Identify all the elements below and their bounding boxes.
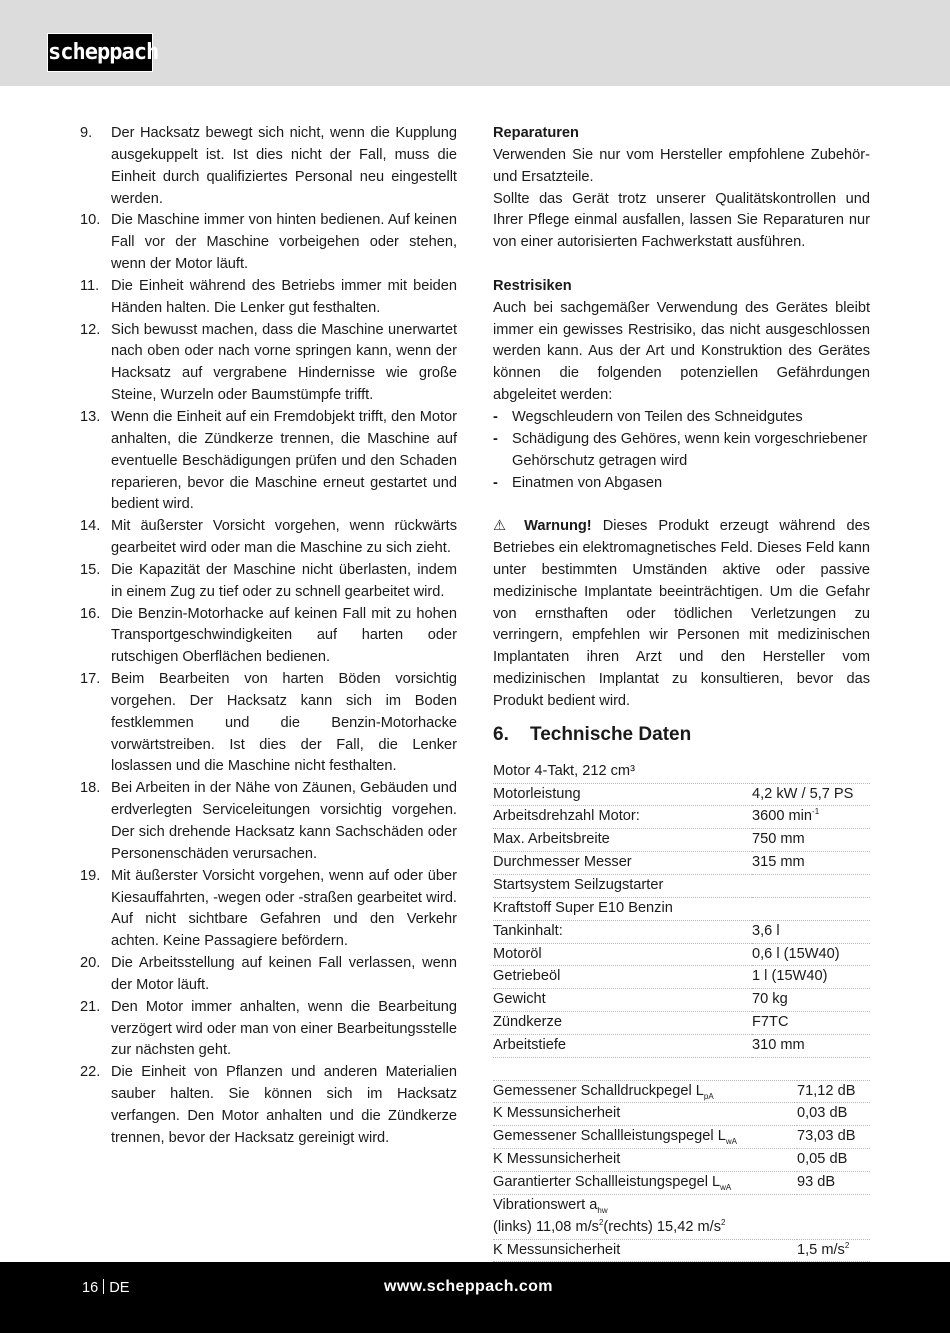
spec-value: 3600 $\min^{-1}$ [752,806,870,829]
list-item [80,320,457,407]
spec-value: 70 kg [752,989,870,1012]
list-item [80,953,457,997]
list-item [80,407,457,516]
spec-value: 315 mm [752,852,870,875]
spec-label: Motorleistung [493,783,752,806]
restrisiken-text: Auch bei sachgemäßer Verwendung des Gerätes bleibt immer ein gewisses Restrisiko, das nicht ausgeschlossen werden kann. Aus der Art und Konstruktion des Gerätes können die folgenden potenziellen Gefährdungen abgeleitet werden: [493,299,870,404]
item-number: 17. [80,671,101,688]
table-row [493,1034,870,1057]
table-row: K Messunsicherheit 0,05 dB [493,1149,870,1172]
spec-value [752,875,870,898]
list-item [80,1062,457,1149]
spec-value [752,761,870,783]
warning-text: Dieses Produkt erzeugt während des Betriebes ein elektromagnetisches Feld. Dieses Feld kann unter bestimmten Umständen aktive oder passive medizinische Implantate beeinträchtigen. Um die Gefahr von ernsthaften oder tödlichen Verletzungen zu verringern, empfehlen wir Personen mit medizinischen Implantaten ihren Arzt und den Hersteller vom medizinischen Implantat zu konsultieren, bevor das Produkt bedient wird. [493,518,870,709]
risk-list [493,407,870,494]
spec-value [752,897,870,920]
table-row [493,1012,870,1035]
table-row: Garantierter Schallleistungspegel $L_{wA}$ 93 dB [493,1171,870,1194]
tech-table [493,761,870,1058]
item-text: Mit äußerster Vorsicht vorgehen, wenn rückwärts gearbeitet wird oder man die Maschine zu sich zieht. [111,518,457,557]
spec-value: 3,6 l [752,920,870,943]
item-number: 14. [80,518,101,535]
list-item [80,516,457,560]
spec-value: 4,2 kW / 5,7 PS [752,783,870,806]
table-row [493,943,870,966]
risk-item: - Wegschleudern von Teilen des Schneidgutes [493,408,803,425]
item-number: 16. [80,605,101,622]
spec-label: Zündkerze [493,1012,752,1035]
reparaturen-text-1: Verwenden Sie nur vom Hersteller empfohlene Zubehör- und Ersatzteile. [493,146,870,185]
spec-value: 1 l (15W40) [752,966,870,989]
section-number: 6. [493,723,509,745]
item-text: Die Arbeitsstellung auf keinen Fall verlassen, wenn der Motor läuft. [111,955,457,993]
table-row: Gemessener Schalldruckpegel $L_{pA}$ 71,12 dB [493,1080,870,1103]
website-link[interactable]: www.scheppach.com [384,1278,553,1295]
page-footer [0,1262,950,1333]
item-text: Die Einheit von Pflanzen und anderen Materialien sauber halten. Sie können sich im Hacksatz verfangen. Den Motor anhalten und die Zündkerze trennen, bevor der Hacksatz gereinigt wird. [111,1064,457,1146]
spec-label: Durchmesser Messer [493,852,752,875]
spec-label: Motor 4-Takt, 212 cm³ [493,761,752,783]
item-text: Bei Arbeiten in der Nähe von Zäunen, Gebäuden und erdverlegten Serviceleitungen vorsichtig vorgehen. Der sich drehende Hacksatz kann Sachschäden oder Personenschäden verursachen. [111,780,457,862]
item-number: 15. [80,561,101,578]
risk-item: - Einatmen von Abgasen [493,474,663,491]
spec-label: Max. Arbeitsbreite [493,829,752,852]
table-row [493,875,870,898]
table-row [493,966,870,989]
noise-table [493,1080,870,1263]
item-number: 18. [80,780,101,797]
reparaturen-text-2: Sollte das Gerät trotz unserer Qualitätskontrollen und Ihrer Pflege einmal ausfallen, lassen Sie Reparaturen nur von einer autorisierten Fachwerkstatt ausführen. [493,190,870,251]
section-title: Technische Daten [530,723,692,745]
warning-icon: ⚠ [493,518,514,535]
spec-label: Startsystem Seilzugstarter [493,875,752,898]
item-number: 11. [80,277,100,294]
item-text: Wenn die Einheit auf ein Fremdobjekt trifft, den Motor anhalten, die Zündkerze trennen, die Maschine auf eventuelle Beschädigungen prüfen und den Schaden reparieren, bevor die Maschine erneut gestartet und bedient wird. [111,408,457,513]
table-row [493,806,870,829]
item-text: Der Hacksatz bewegt sich nicht, wenn die Kupplung ausgekuppelt ist. Ist dies nicht der Fall, muss die Einheit durch qualifiziertes Personal neu eingestellt werden. [111,125,457,207]
warning-label: Warnung! [524,518,592,535]
list-item [80,669,457,778]
spec-label: Kraftstoff Super E10 Benzin [493,897,752,920]
list-item [80,210,457,276]
item-number: 10. [80,212,101,229]
spec-value: 310 mm [752,1034,870,1057]
page-number: 16 DE [82,1280,130,1296]
item-text: Die Benzin-Motorhacke auf keinen Fall mit zu hohen Transportgeschwindigkeiten auf harten oder rutschigen Oberflächen bedienen. [111,605,457,666]
right-column [493,123,870,1262]
list-item [80,604,457,670]
spec-value: 0,6 l (15W40) [752,943,870,966]
item-number: 13. [80,408,101,425]
spec-value: F7TC [752,1012,870,1035]
table-row [493,920,870,943]
item-number: 22. [80,1064,101,1081]
list-item [80,560,457,604]
section-heading [493,723,870,747]
list-item [80,997,457,1063]
table-row [493,783,870,806]
table-row [493,829,870,852]
risk-item: - Schädigung des Gehöres, wenn kein vorgeschriebener Gehörschutz getragen wird [493,430,868,469]
table-row [493,897,870,920]
item-text: Die Kapazität der Maschine nicht überlasten, indem in einem Zug zu tief oder zu schnell gearbeitet wird. [111,561,457,600]
table-row: Vibrationswert $a_{hw}$ [493,1196,608,1215]
list-item [80,778,457,865]
item-number: 20. [80,955,101,972]
safety-list [80,123,457,1150]
restrisiken-heading: Restrisiken [493,277,572,294]
spec-label: Arbeitsdrehzahl Motor: [493,806,752,829]
spec-label: Motoröl [493,943,752,966]
warning-paragraph [493,516,870,713]
list-item [80,123,457,210]
item-number: 21. [80,998,101,1015]
item-text: Mit äußerster Vorsicht vorgehen, wenn auf oder über Kiesauffahrten, -wegen oder -straßen gearbeitet wird. Auf nicht sichtbare Gefahren und den Verkehr achten. Keine Passagiere befördern. [111,867,457,950]
spec-label: Arbeitstiefe [493,1034,752,1057]
item-text: Beim Bearbeiten von harten Böden vorsichtig vorgehen. Der Hacksatz kann sich im Boden festklemmen und die Benzin-Motorhacke vorwärtstreiben. Ist dies der Fall, die Lenker loslassen und die Maschine nicht festhalten. [111,671,457,775]
item-text: Sich bewusst machen, dass die Maschine unerwartet nach oben oder nach vorne springen kann, wenn der Hacksatz auf vergrabene Hindernisse wie große Steine, Wurzeln oder Baumstümpfe trifft. [111,321,457,404]
table-row: (links) 11,08 $m/s^2(rechts)$ 15,42 $m/s^2$ [493,1217,726,1235]
table-row [493,989,870,1012]
list-item [80,276,457,320]
item-number: 12. [80,321,101,338]
page-header [0,0,950,86]
scheppach-logo: scheppach [47,33,153,72]
spec-label: Gewicht [493,989,752,1012]
table-row: Gemessener Schallleistungspegel $L_{wA}$ 73,03 dB [493,1126,870,1149]
reparaturen-heading: Reparaturen [493,125,579,141]
item-text: Die Einheit während des Betriebs immer mit beiden Händen halten. Die Lenker gut festhalten. [111,277,457,316]
item-text: Den Motor immer anhalten, wenn die Bearbeitung verzögert wird oder man von einer Bearbeitungsstelle zur nächsten geht. [111,998,457,1059]
table-row [493,761,870,783]
spec-value: 750 mm [752,829,870,852]
item-number: 19. [80,867,101,884]
spec-label: Tankinhalt: [493,920,752,943]
table-row: K Messunsicherheit 0,03 dB [493,1103,870,1126]
table-row: K Messunsicherheit 1,5 $m/s^2$ [493,1239,870,1262]
item-number: 9. [80,125,93,141]
item-text: Die Maschine immer von hinten bedienen. Auf keinen Fall vor der Maschine vorbeigehen oder stehen, wenn der Motor läuft. [111,212,457,273]
spec-label: Getriebeöl [493,966,752,989]
table-row [493,852,870,875]
list-item [80,866,457,953]
